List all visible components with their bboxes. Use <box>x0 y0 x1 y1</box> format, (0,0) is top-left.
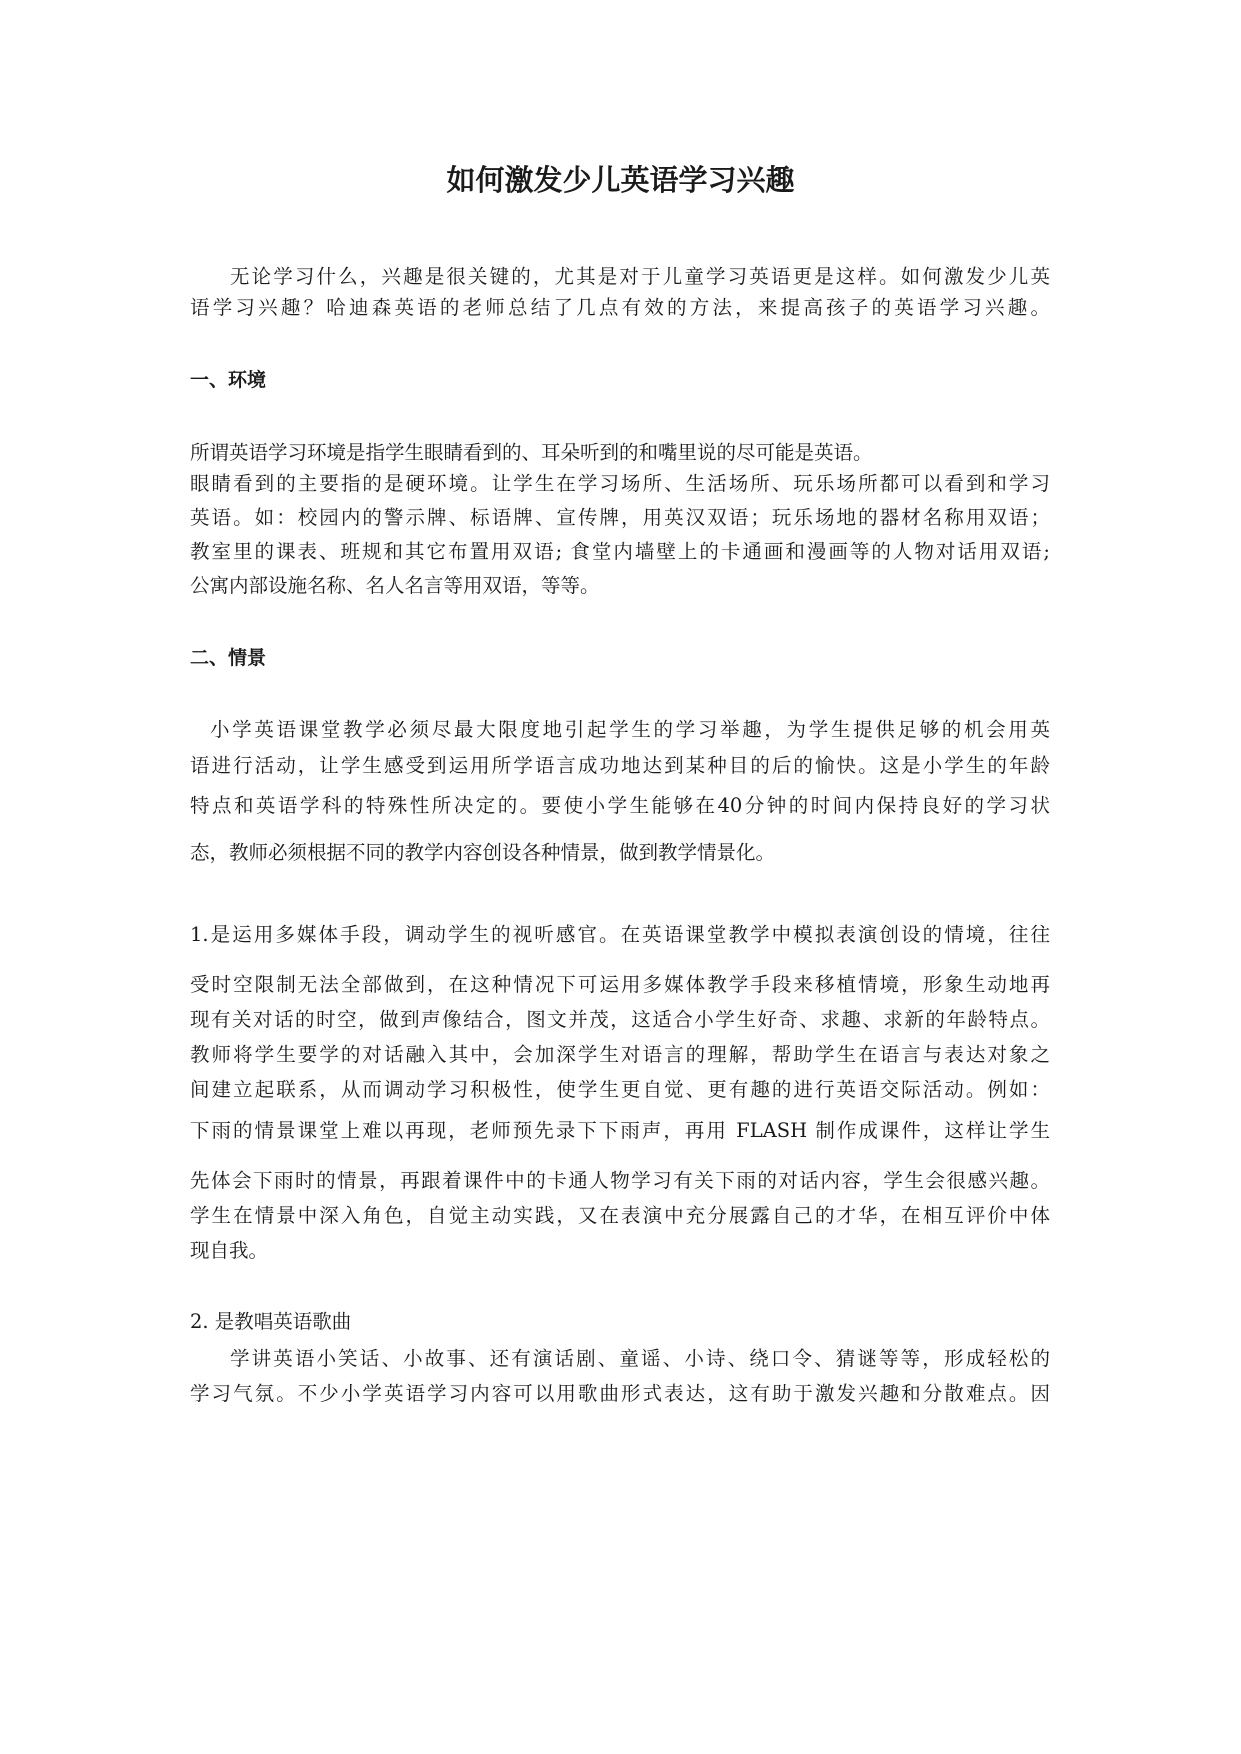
paragraph-line: 态，教师必须根据不同的教学内容创设各种情景，做到教学情景化。 <box>190 841 776 864</box>
paragraph-line: 学生在情景中深入角色，自觉主动实践，又在表演中充分展露自己的才华，在相互评价中体 <box>190 1204 1050 1227</box>
paragraph-line: 现自我。 <box>190 1239 269 1262</box>
paragraph-line: 学讲英语小笑话、小故事、还有演话剧、童谣、小诗、绕口令、猜谜等等，形成轻松的 <box>230 1347 1050 1370</box>
paragraph-line: 特点和英语学科的特殊性所决定的。要使小学生能够在40分钟的时间内保持良好的学习状 <box>190 794 1050 817</box>
subsection-heading: 2. 是教唱英语歌曲 <box>190 1310 352 1333</box>
paragraph-line: 现有关对话的时空，做到声像结合，图文并茂，这适合小学生好奇、求趣、求新的年龄特点。 <box>190 1008 1050 1031</box>
paragraph-line: 学习气氛。不少小学英语学习内容可以用歌曲形式表达，这有助于激发兴趣和分散难点。因 <box>190 1382 1050 1405</box>
paragraph-line: 无论学习什么，兴趣是很关键的，尤其是对于儿童学习英语更是这样。如何激发少儿英 <box>230 265 1050 288</box>
paragraph-line: 教室里的课表、班规和其它布置用双语; 食堂内墙壁上的卡通画和漫画等的人物对话用双语; <box>190 540 1050 563</box>
section-heading: 二、情景 <box>190 647 267 669</box>
section-heading: 一、环境 <box>190 369 267 391</box>
paragraph-line: 语进行活动，让学生感受到运用所学语言成功地达到某种目的后的愉快。这是小学生的年龄 <box>190 754 1050 777</box>
document-title: 如何激发少儿英语学习兴趣 <box>446 163 795 197</box>
paragraph-line: 所谓英语学习环境是指学生眼睛看到的、耳朵听到的和嘴里说的尽可能是英语。 <box>190 441 873 464</box>
paragraph-line: 英语。如：校园内的警示牌、标语牌、宣传牌，用英汉双语；玩乐场地的器材名称用双语； <box>190 506 1050 529</box>
paragraph-line: 小学英语课堂教学必须尽最大限度地引起学生的学习举趣，为学生提供足够的机会用英 <box>210 718 1050 741</box>
paragraph-line: 公寓内部设施名称、名人名言等用双语，等等。 <box>190 574 600 597</box>
paragraph-line: 下雨的情景课堂上难以再现，老师预先录下下雨声，再用 FLASH 制作成课件，这样让学生 <box>190 1119 1050 1142</box>
paragraph-line: 语学习兴趣？哈迪森英语的老师总结了几点有效的方法，来提高孩子的英语学习兴趣。 <box>190 296 1050 319</box>
paragraph-line: 眼睛看到的主要指的是硬环境。让学生在学习场所、生活场所、玩乐场所都可以看到和学习 <box>190 472 1050 495</box>
paragraph-line: 受时空限制无法全部做到，在这种情况下可运用多媒体教学手段来移植情境，形象生动地再 <box>190 973 1050 996</box>
paragraph-line: 教师将学生要学的对话融入其中，会加深学生对语言的理解，帮助学生在语言与表达对象之 <box>190 1043 1050 1066</box>
paragraph-line: 间建立起联系，从而调动学习积极性，使学生更自觉、更有趣的进行英语交际活动。例如： <box>190 1078 1050 1101</box>
paragraph-line: 先体会下雨时的情景，再跟着课件中的卡通人物学习有关下雨的对话内容，学生会很感兴趣。 <box>190 1169 1050 1192</box>
paragraph-line: 1.是运用多媒体手段，调动学生的视听感官。在英语课堂教学中模拟表演创设的情境，往往 <box>190 923 1050 946</box>
